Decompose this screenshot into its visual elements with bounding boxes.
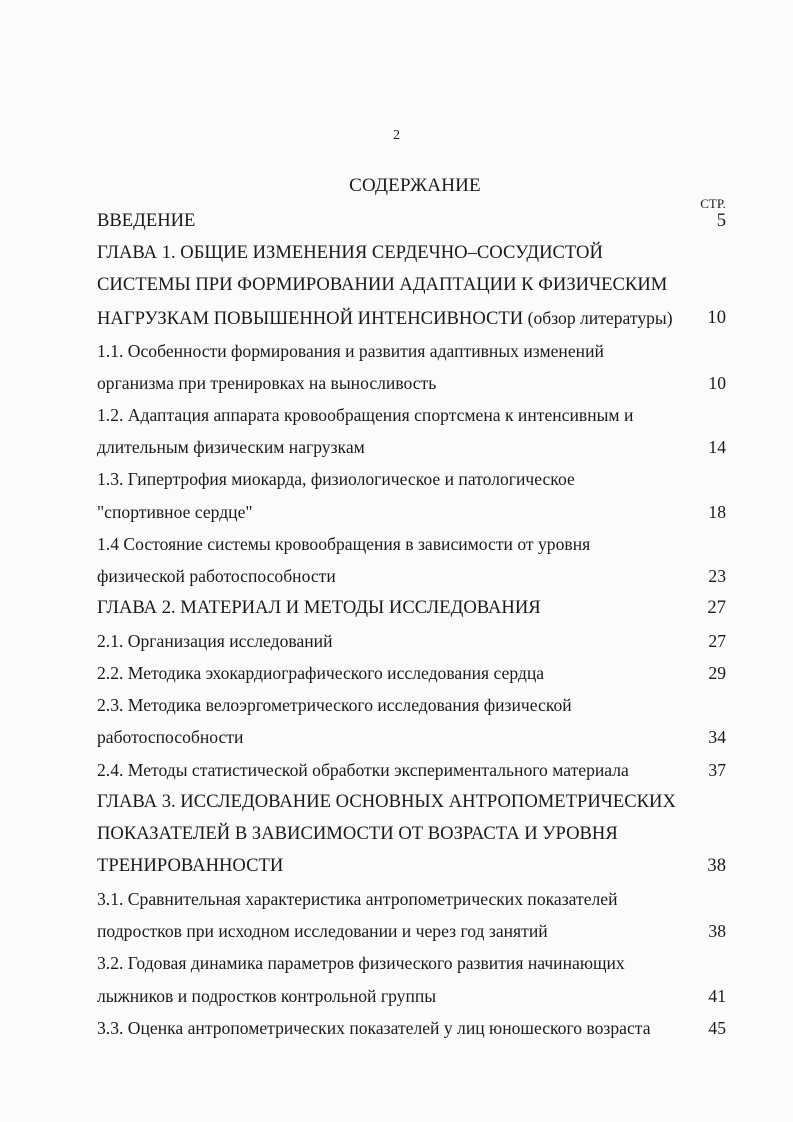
- toc-entry-text: [97, 304, 673, 333]
- toc-entry-page: 34: [708, 727, 726, 747]
- toc-entry: [97, 982, 726, 1010]
- toc-entry-text: физической работоспособности: [97, 566, 336, 586]
- toc-entry: [97, 820, 726, 848]
- toc-entry: [97, 530, 726, 558]
- toc-entry: [97, 594, 726, 622]
- toc-entry-page: 38: [708, 921, 726, 941]
- toc-entry: [97, 304, 726, 332]
- toc-entry: [97, 885, 726, 913]
- toc-entry-page: 27: [707, 597, 726, 618]
- toc-entry-text: 1.1. Особенности формирования и развития адаптивных изменений: [97, 341, 604, 361]
- toc-entry-text: 1.3. Гипертрофия миокарда, физиологическое и патологическое: [97, 469, 575, 489]
- toc-entry: [97, 498, 726, 526]
- toc-entry: [97, 207, 726, 235]
- toc-entry: [97, 401, 726, 429]
- toc-entry: [97, 562, 726, 590]
- toc-entry-text: длительным физическим нагрузкам: [97, 437, 365, 457]
- toc-entry-text: СИСТЕМЫ ПРИ ФОРМИРОВАНИИ АДАПТАЦИИ К ФИЗИЧЕСКИМ: [97, 274, 668, 295]
- toc-entry-text: 2.2. Методика эхокардиографического исследования сердца: [97, 663, 545, 683]
- toc-entry-text: 3.1. Сравнительная характеристика антропометрических показателей: [97, 889, 618, 909]
- toc-entry-text: ПОКАЗАТЕЛЕЙ В ЗАВИСИМОСТИ ОТ ВОЗРАСТА И УРОВНЯ: [97, 823, 618, 844]
- toc-entry: [97, 917, 726, 945]
- toc-entry-page: 38: [707, 855, 726, 876]
- toc-entry-text: 1.4 Состояние системы кровообращения в зависимости от уровня: [97, 534, 591, 554]
- toc-entry: [97, 369, 726, 397]
- toc-entry: [97, 788, 726, 816]
- toc-entry-text: 1.2. Адаптация аппарата кровообращения спортсмена к интенсивным и: [97, 405, 634, 425]
- toc-entry: [97, 659, 726, 687]
- toc-entry-text: 2.4. Методы статистической обработки экспериментального материала: [97, 760, 629, 780]
- toc-entry-text: 2.1. Организация исследований: [97, 631, 333, 651]
- toc-entry-page: 10: [707, 307, 726, 328]
- toc-entry-text: ГЛАВА 3. ИССЛЕДОВАНИЕ ОСНОВНЫХ АНТРОПОМЕТРИЧЕСКИХ: [97, 791, 676, 812]
- toc-entry: [97, 465, 726, 493]
- toc-entry: [97, 949, 726, 977]
- toc-entry-page: 29: [708, 663, 726, 683]
- toc-entry-page: 37: [708, 760, 726, 780]
- toc-entry: [97, 691, 726, 719]
- toc-entry-suffix: (обзор литературы): [523, 308, 673, 328]
- toc-entry: [97, 271, 726, 299]
- page-column-label: СТР.: [700, 196, 726, 211]
- toc-entry-text: 3.3. Оценка антропометрических показателей у лиц юношеского возраста: [97, 1018, 651, 1038]
- toc-entry-text: 2.3. Методика велоэргометрического исследования физической: [97, 695, 572, 715]
- page-number: 2: [393, 128, 400, 143]
- toc-entry-page: 45: [708, 1018, 726, 1038]
- toc-entry-text: работоспособности: [97, 727, 244, 747]
- toc-entry-heading: НАГРУЗКАМ ПОВЫШЕННОЙ ИНТЕНСИВНОСТИ: [97, 308, 524, 329]
- toc-entry: [97, 723, 726, 751]
- toc-entry-text: 3.2. Годовая динамика параметров физического развития начинающих: [97, 953, 625, 973]
- toc-entry-text: "спортивное сердце": [97, 502, 253, 522]
- toc-entry-page: 41: [708, 986, 726, 1006]
- toc-entry-page: 14: [708, 437, 726, 457]
- toc-entry-text: лыжников и подростков контрольной группы: [97, 986, 437, 1006]
- toc-entry-text: подростков при исходном исследовании и через год занятий: [97, 921, 548, 941]
- toc-entry: [97, 756, 726, 784]
- toc-entry-page: 18: [708, 502, 726, 522]
- toc-entry: [97, 1014, 726, 1042]
- toc-entry-page: 27: [708, 631, 726, 651]
- toc-entry-text: ГЛАВА 1. ОБЩИЕ ИЗМЕНЕНИЯ СЕРДЕЧНО–СОСУДИСТОЙ: [97, 242, 603, 263]
- toc-entry-page: 5: [716, 210, 726, 231]
- toc-entry-text: ГЛАВА 2. МАТЕРИАЛ И МЕТОДЫ ИССЛЕДОВАНИЯ: [97, 597, 541, 618]
- toc-entry-page: 10: [708, 373, 726, 393]
- toc-entry: [97, 239, 726, 267]
- toc-entry: [97, 433, 726, 461]
- toc-entry: [97, 337, 726, 365]
- toc-entry: [97, 627, 726, 655]
- page-title: СОДЕРЖАНИЕ: [349, 175, 481, 196]
- toc-entry: [97, 852, 726, 880]
- toc-entry-page: 23: [708, 566, 726, 586]
- toc-entry-text: ВВЕДЕНИЕ: [97, 210, 196, 231]
- toc-entry-text: ТРЕНИРОВАННОСТИ: [97, 855, 284, 876]
- toc-entry-text: организма при тренировках на выносливость: [97, 373, 437, 393]
